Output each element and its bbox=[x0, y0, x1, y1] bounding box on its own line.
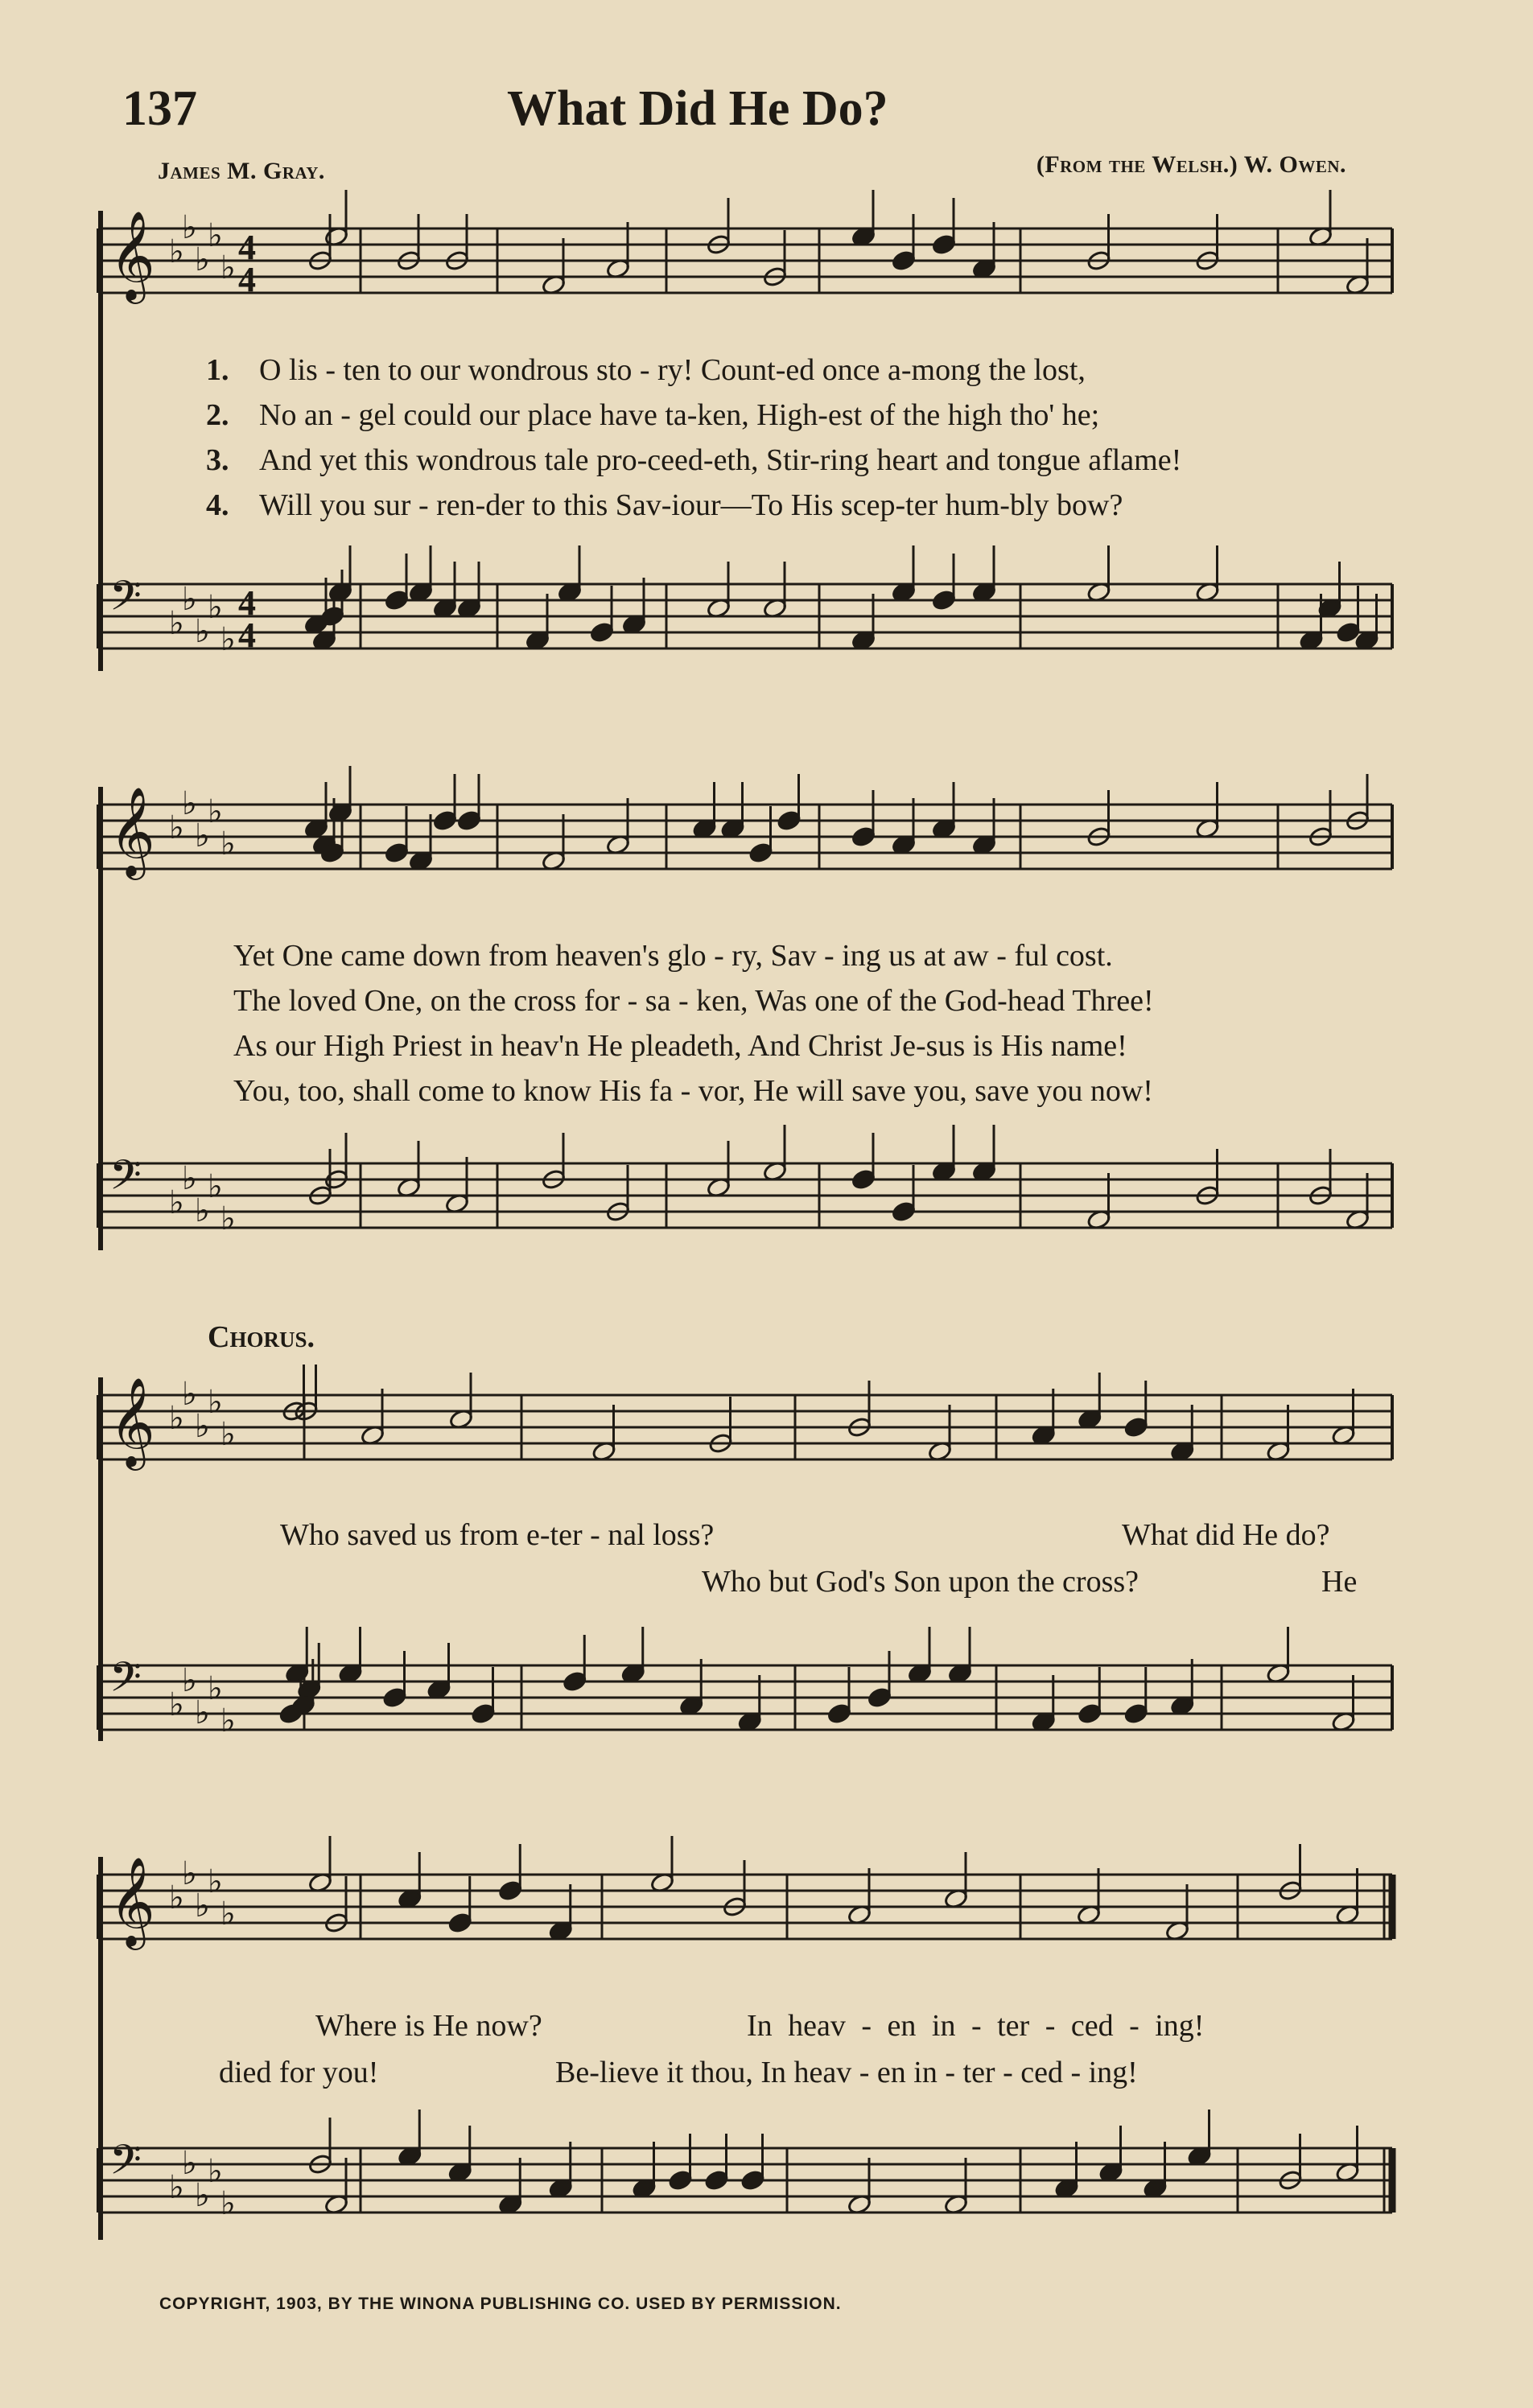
system-4-bass-staff bbox=[95, 2135, 1399, 2272]
flat-icon: ♭ bbox=[182, 1662, 197, 1699]
flat-icon: ♭ bbox=[208, 2153, 223, 2190]
verse-number: 1. bbox=[206, 353, 229, 387]
flat-icon: ♭ bbox=[195, 241, 210, 278]
flat-icon: ♭ bbox=[195, 1192, 210, 1229]
time-signature-top: 4 bbox=[238, 228, 256, 267]
flat-icon: ♭ bbox=[208, 1670, 223, 1707]
flat-icon: ♭ bbox=[195, 1887, 210, 1924]
flat-icon: ♭ bbox=[208, 217, 223, 254]
hymn-title: What Did He Do? bbox=[507, 81, 888, 136]
system-brace-line bbox=[98, 211, 103, 671]
lyric-text: O lis - ten to our wondrous sto - ry! Count-ed once a-mong the lost, bbox=[259, 353, 1086, 387]
flat-icon: ♭ bbox=[182, 581, 197, 618]
flat-icon: ♭ bbox=[169, 233, 184, 270]
flat-icon: ♭ bbox=[169, 605, 184, 642]
system-brace-line bbox=[98, 1857, 103, 2240]
chorus-lyric: He bbox=[1321, 1565, 1358, 1599]
verse-3-line-2: As our High Priest in heav'n He pleadeth, And Christ Je-sus is His name! bbox=[233, 1029, 1127, 1063]
flat-icon: ♭ bbox=[220, 1702, 236, 1739]
verse-number: 2. bbox=[206, 398, 229, 432]
flat-icon: ♭ bbox=[220, 1200, 236, 1237]
flat-icon: ♭ bbox=[169, 809, 184, 846]
flat-icon: ♭ bbox=[182, 785, 197, 822]
flat-icon: ♭ bbox=[220, 249, 236, 286]
chorus-lyric: Who but God's Son upon the cross? bbox=[702, 1565, 1139, 1599]
flat-icon: ♭ bbox=[220, 825, 236, 862]
system-1-bass-staff bbox=[95, 571, 1399, 716]
verse-4-line-1 bbox=[206, 483, 1181, 528]
treble-clef-icon: 𝄞 bbox=[109, 1856, 155, 1946]
system-3-treble-staff bbox=[95, 1377, 1399, 1482]
verse-2-line-1 bbox=[206, 393, 1181, 438]
system-3-bass-staff bbox=[95, 1653, 1399, 1757]
flat-icon: ♭ bbox=[182, 209, 197, 246]
verse-1-line-2: Yet One came down from heaven's glo - ry, Sav - ing us at aw - ful cost. bbox=[233, 939, 1113, 973]
verse-3-line-1 bbox=[206, 438, 1181, 483]
composer-credit: (From the Welsh.) W. Owen. bbox=[1036, 151, 1346, 178]
flat-icon: ♭ bbox=[169, 2169, 184, 2206]
flat-icon: ♭ bbox=[182, 2145, 197, 2182]
system-brace-line bbox=[98, 787, 103, 1250]
system-1-treble-staff bbox=[95, 211, 1399, 315]
verse-lyrics-first-half bbox=[206, 348, 1181, 528]
verse-number: 4. bbox=[206, 488, 229, 522]
flat-icon: ♭ bbox=[169, 1879, 184, 1916]
flat-icon: ♭ bbox=[208, 1863, 223, 1900]
flat-icon: ♭ bbox=[169, 1400, 184, 1437]
chorus-lyric: died for you! bbox=[219, 2056, 379, 2089]
hymn-number: 137 bbox=[122, 81, 197, 136]
bass-clef-icon: 𝄢 bbox=[109, 2135, 142, 2194]
verse-4-line-2: You, too, shall come to know His fa - vor, He will save you, save you now! bbox=[233, 1074, 1153, 1108]
system-4-treble-staff bbox=[95, 1857, 1399, 1961]
bass-clef-icon: 𝄢 bbox=[109, 571, 142, 630]
chorus-lyric: Who saved us from e-ter - nal loss? bbox=[280, 1518, 715, 1552]
flat-icon: ♭ bbox=[195, 2177, 210, 2214]
verse-number: 3. bbox=[206, 443, 229, 477]
verse-lyrics-second-half bbox=[233, 933, 1154, 1113]
flat-icon: ♭ bbox=[195, 613, 210, 650]
lyric-text: Will you sur - ren-der to this Sav-iour—To His scep-ter hum-bly bow? bbox=[259, 488, 1123, 522]
system-brace-line bbox=[98, 1377, 103, 1741]
bass-clef-icon: 𝄢 bbox=[109, 1150, 142, 1209]
flat-icon: ♭ bbox=[169, 1686, 184, 1723]
treble-clef-icon: 𝄞 bbox=[109, 786, 155, 876]
flat-icon: ♭ bbox=[169, 1184, 184, 1221]
verse-2-line-2: The loved One, on the cross for - sa - ken, Was one of the God-head Three! bbox=[233, 984, 1154, 1018]
lyricist-credit: James M. Gray. bbox=[158, 158, 325, 184]
time-signature-bottom: 4 bbox=[238, 260, 256, 299]
flat-icon: ♭ bbox=[220, 1896, 236, 1933]
lyric-text: No an - gel could our place have ta-ken, High-est of the high tho' he; bbox=[259, 398, 1100, 432]
copyright-notice: COPYRIGHT, 1903, BY THE WINONA PUBLISHING CO. USED BY PERMISSION. bbox=[159, 2295, 842, 2313]
chorus-label: Chorus. bbox=[208, 1320, 315, 1354]
flat-icon: ♭ bbox=[220, 621, 236, 658]
lyric-text: And yet this wondrous tale pro-ceed-eth, Stir-ring heart and tongue aflame! bbox=[259, 443, 1182, 477]
time-signature-top: 4 bbox=[238, 583, 256, 623]
treble-clef-icon: 𝄞 bbox=[109, 210, 155, 300]
flat-icon: ♭ bbox=[195, 817, 210, 854]
system-2-treble-staff bbox=[95, 787, 1399, 891]
bass-clef-icon: 𝄢 bbox=[109, 1653, 142, 1711]
time-signature-bottom: 4 bbox=[238, 615, 256, 655]
flat-icon: ♭ bbox=[220, 1416, 236, 1453]
flat-icon: ♭ bbox=[220, 2185, 236, 2222]
chorus-lyric: In heav - en in - ter - ced - ing! bbox=[747, 2009, 1205, 2043]
flat-icon: ♭ bbox=[208, 1384, 223, 1421]
flat-icon: ♭ bbox=[182, 1160, 197, 1197]
flat-icon: ♭ bbox=[208, 589, 223, 626]
flat-icon: ♭ bbox=[208, 1168, 223, 1205]
chorus-lyric: Where is He now? bbox=[315, 2009, 542, 2043]
chorus-lyric: What did He do? bbox=[1122, 1518, 1330, 1552]
flat-icon: ♭ bbox=[208, 793, 223, 830]
flat-icon: ♭ bbox=[182, 1855, 197, 1892]
chorus-lyric: Be-lieve it thou, In heav - en in - ter - ced - ing! bbox=[555, 2056, 1138, 2089]
treble-clef-icon: 𝄞 bbox=[109, 1377, 155, 1467]
flat-icon: ♭ bbox=[182, 1376, 197, 1413]
system-2-bass-staff bbox=[95, 1150, 1399, 1295]
verse-1-line-1 bbox=[206, 348, 1181, 393]
flat-icon: ♭ bbox=[195, 1408, 210, 1445]
flat-icon: ♭ bbox=[195, 1694, 210, 1731]
